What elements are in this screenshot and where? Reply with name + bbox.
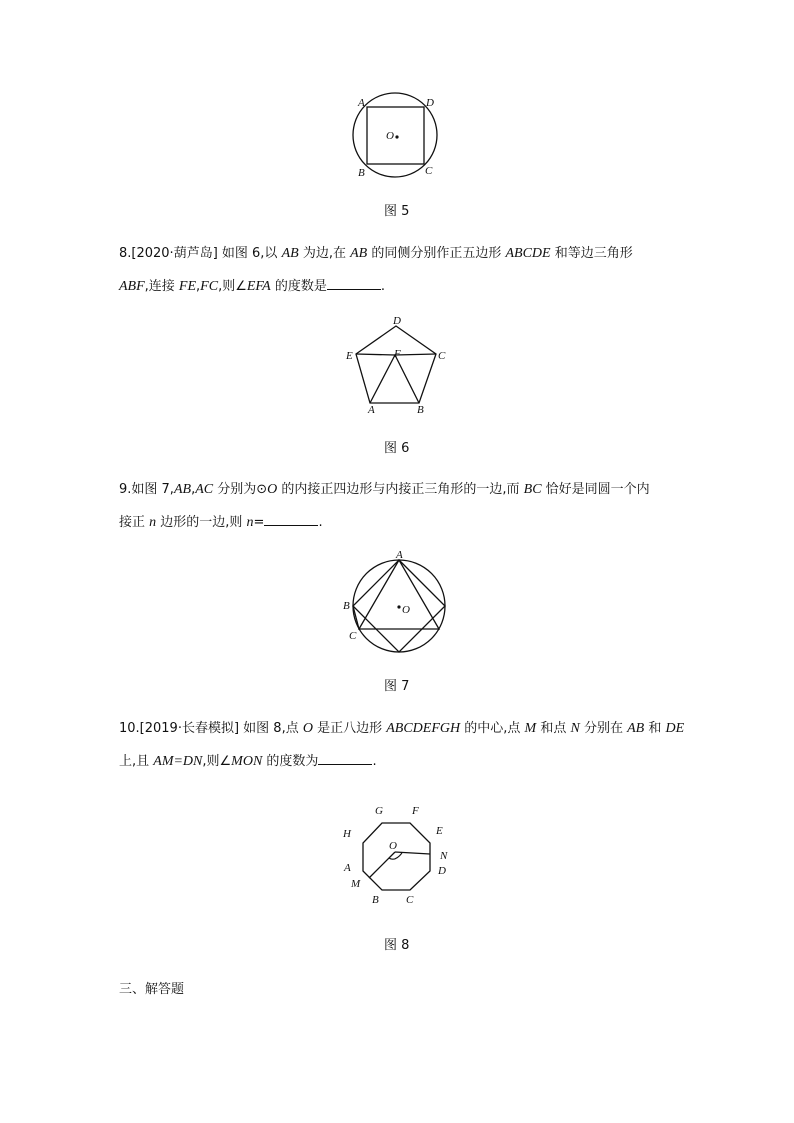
label-h: H bbox=[343, 828, 351, 840]
label-o: O bbox=[402, 604, 410, 616]
answer-blank bbox=[318, 754, 372, 765]
center-dot bbox=[397, 605, 400, 608]
question-8 bbox=[119, 237, 699, 303]
label-o: O bbox=[389, 840, 397, 852]
segment-fc bbox=[395, 354, 436, 355]
label-n: N bbox=[440, 850, 448, 862]
label-a: A bbox=[368, 404, 375, 416]
center-dot bbox=[395, 135, 398, 138]
segment-fe bbox=[356, 354, 395, 355]
label-a: A bbox=[344, 862, 351, 874]
question-10-line-2: 上,且 AM=DN,则∠MON 的度数为 . bbox=[119, 754, 377, 769]
answer-blank bbox=[264, 515, 318, 526]
label-o: O bbox=[386, 130, 394, 142]
pentagon bbox=[356, 326, 436, 403]
label-e: E bbox=[346, 350, 353, 362]
figure-7 bbox=[340, 545, 455, 657]
label-g: G bbox=[375, 805, 383, 817]
label-b: B bbox=[417, 404, 424, 416]
question-9 bbox=[119, 473, 699, 539]
label-c: C bbox=[425, 165, 433, 177]
question-8-line-2: ABF,连接 FE,FC,则∠EFA 的度数是 . bbox=[119, 279, 385, 294]
segment-on bbox=[395, 852, 430, 854]
triangle-abf bbox=[370, 355, 419, 403]
label-b: B bbox=[343, 600, 350, 612]
label-c: C bbox=[406, 894, 414, 906]
figure-6 bbox=[340, 312, 455, 417]
label-b: B bbox=[358, 167, 365, 179]
figure-5 bbox=[350, 95, 450, 180]
section-heading: 三、解答题 bbox=[119, 982, 185, 997]
question-10-line-1: 10.[2019·长春模拟] 如图 8,点 O 是正八边形 ABCDEFGH 的中心,点 M 和点 N 分别在 AB 和 DE bbox=[119, 721, 685, 736]
label-e: E bbox=[436, 825, 443, 837]
question-8-line-1: 8.[2020·葫芦岛] 如图 6,以 AB 为边,在 AB 的同侧分别作正五边形 ABCDE 和等边三角形 bbox=[119, 246, 633, 261]
label-a: A bbox=[396, 549, 403, 561]
label-f: F bbox=[394, 348, 401, 360]
question-10 bbox=[119, 712, 699, 778]
answer-blank bbox=[327, 279, 381, 290]
figure-6-caption: 图 6 bbox=[384, 441, 410, 456]
figure-8 bbox=[335, 790, 460, 910]
label-b: B bbox=[372, 894, 379, 906]
segment-om bbox=[369, 852, 395, 878]
label-d: D bbox=[393, 315, 401, 327]
label-f: F bbox=[412, 805, 419, 817]
label-m: M bbox=[351, 878, 361, 890]
label-c: C bbox=[349, 630, 357, 642]
figure-5-caption: 图 5 bbox=[384, 204, 410, 219]
label-a: A bbox=[358, 97, 365, 109]
label-c: C bbox=[438, 350, 446, 362]
inscribed-triangle bbox=[359, 560, 439, 629]
figure-8-caption: 图 8 bbox=[384, 938, 410, 953]
figure-7-caption: 图 7 bbox=[384, 679, 410, 694]
label-d: D bbox=[438, 865, 446, 877]
question-9-line-2: 接正 n 边形的一边,则 n= . bbox=[119, 515, 323, 530]
question-9-line-1: 9.如图 7,AB,AC 分别为⊙O 的内接正四边形与内接正三角形的一边,而 BC 恰好是同圆一个内 bbox=[119, 482, 650, 497]
octagon bbox=[363, 823, 430, 890]
inscribed-square bbox=[367, 107, 424, 164]
label-d: D bbox=[426, 97, 434, 109]
